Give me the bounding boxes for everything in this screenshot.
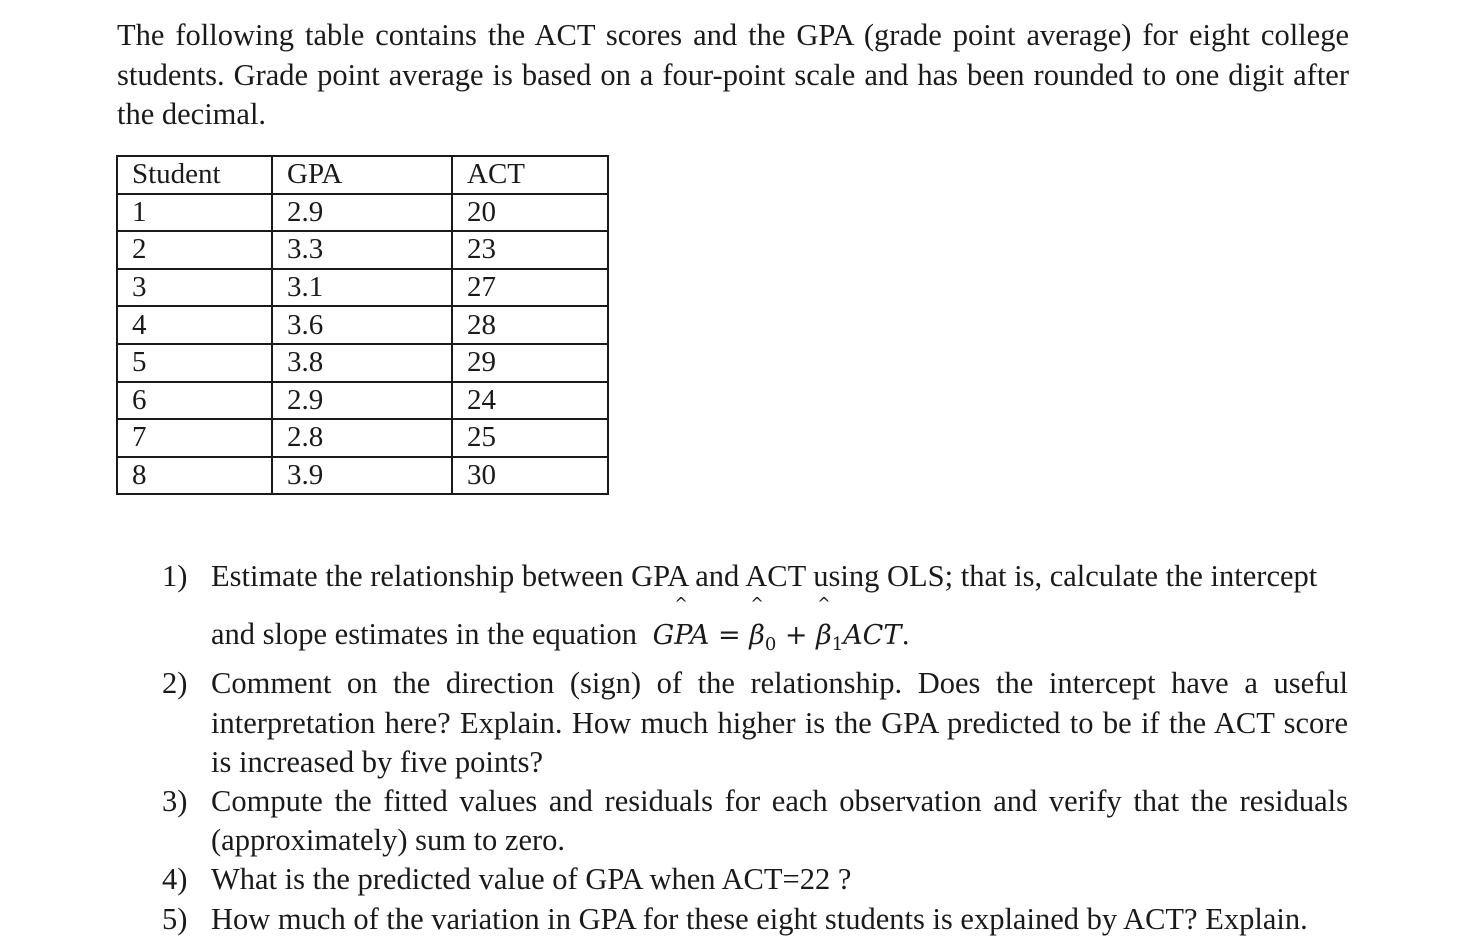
table-row	[117, 231, 608, 269]
cell-student: 8	[117, 457, 272, 495]
cell-student: 6	[117, 382, 272, 420]
cell-act: 27	[452, 269, 608, 307]
cell-gpa: 2.9	[272, 194, 452, 232]
table-row	[117, 269, 608, 307]
eq-equals: =	[718, 620, 741, 652]
cell-gpa: 3.3	[272, 231, 452, 269]
eq-rhs: ACT	[843, 620, 902, 652]
cell-gpa: 3.1	[272, 269, 452, 307]
table-row	[117, 344, 608, 382]
question-5	[162, 900, 1348, 939]
cell-gpa: 3.6	[272, 306, 452, 344]
question-text: Comment on the direction (sign) of the relationship. Does the intercept have a useful interpretation here? Explain. How much higher is the GPA predicted to be if the ACT score is increased by five points?	[211, 666, 1348, 779]
question-number: 2)	[162, 666, 188, 701]
table-row	[117, 382, 608, 420]
question-1-line-2	[211, 594, 1348, 664]
question-3	[162, 782, 1348, 860]
cell-act: 25	[452, 419, 608, 457]
table-header-row	[117, 156, 608, 194]
beta0-hat	[749, 594, 765, 655]
question-1	[162, 557, 1348, 664]
eq-lhs: GPA	[652, 620, 710, 652]
hat-icon: ^	[750, 594, 764, 614]
beta1-hat	[816, 594, 832, 655]
eq-plus: +	[784, 620, 808, 652]
cell-student: 7	[117, 419, 272, 457]
header-student: Student	[117, 156, 272, 194]
question-text: How much of the variation in GPA for these eight students is explained by ACT? Explain.	[211, 901, 1308, 936]
question-number: 3)	[162, 784, 188, 819]
eq-sub0: 0	[764, 634, 777, 656]
header-act: ACT	[452, 156, 608, 194]
question-text: Compute the fitted values and residuals for each observation and verify that the residuals (approximately) sum to zero.	[211, 784, 1348, 858]
question-text: What is the predicted value of GPA when ACT=22 ?	[211, 862, 852, 897]
question-number: 4)	[162, 862, 188, 897]
cell-gpa: 2.9	[272, 382, 452, 420]
table-row	[117, 419, 608, 457]
cell-student: 2	[117, 231, 272, 269]
cell-act: 24	[452, 382, 608, 420]
eq-end: .	[901, 620, 910, 652]
question-1-line-1: Estimate the relationship between GPA and ACT using OLS; that is, calculate the intercept	[211, 559, 1318, 593]
table-row	[117, 194, 608, 232]
cell-student: 5	[117, 344, 272, 382]
cell-student: 1	[117, 194, 272, 232]
intro-paragraph: The following table contains the ACT scores and the GPA (grade point average) for eight college students. Grade point average is based on a four-point scale and has been rounded to one digit after the decimal.	[117, 18, 1349, 131]
eq-beta: β	[816, 620, 832, 652]
question-2	[162, 664, 1348, 782]
question-text	[211, 557, 1348, 664]
eq-sub1: 1	[831, 634, 844, 656]
cell-act: 30	[452, 457, 608, 495]
question-list	[162, 557, 1348, 939]
question-number: 5)	[162, 901, 188, 936]
cell-act: 20	[452, 194, 608, 232]
table-row	[117, 457, 608, 495]
regression-equation	[652, 594, 910, 656]
cell-act: 29	[452, 344, 608, 382]
cell-gpa: 3.8	[272, 344, 452, 382]
header-gpa: GPA	[272, 156, 452, 194]
question-1-lead: and slope estimates in the equation	[211, 617, 638, 652]
cell-act: 23	[452, 231, 608, 269]
eq-beta: β	[749, 620, 765, 652]
gpa-hat	[652, 594, 710, 655]
cell-gpa: 2.8	[272, 419, 452, 457]
cell-student: 3	[117, 269, 272, 307]
question-number: 1)	[162, 559, 188, 593]
hat-icon: ^	[817, 594, 831, 614]
cell-student: 4	[117, 306, 272, 344]
table-row	[117, 306, 608, 344]
cell-act: 28	[452, 306, 608, 344]
hat-icon: ^	[674, 594, 688, 614]
cell-gpa: 3.9	[272, 457, 452, 495]
question-4	[162, 860, 1348, 899]
data-table	[116, 155, 609, 495]
